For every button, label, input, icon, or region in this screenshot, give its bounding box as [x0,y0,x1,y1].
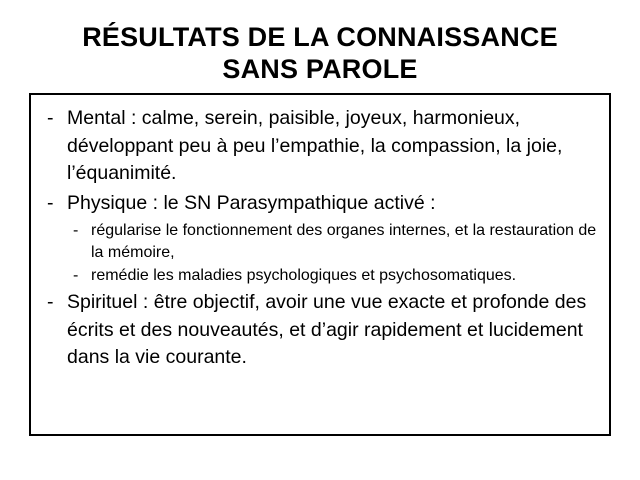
title-line-2: SANS PAROLE [222,53,418,84]
list-item [41,190,597,287]
list-item [41,289,597,372]
bullet-list [41,105,597,372]
sub-list-item-text: remédie les maladies psychologiques et psychosomatiques. [91,266,517,284]
list-item-text: Spirituel : être objectif, avoir une vue exacte et profonde des écrits et des nouveautés, et d’agir rapidement et lucidement dans la vie courante. [67,290,587,369]
bullet-dash-icon: - [47,192,54,215]
sub-list-item-text: régularise le fonctionnement des organes internes, et la restauration de la mémoire, [91,221,597,261]
page-title [0,0,640,86]
sub-bullet-list [67,220,597,287]
content-box [29,93,611,436]
title-line-1: RÉSULTATS DE LA CONNAISSANCE [82,22,558,52]
list-item [41,105,597,188]
list-item-text: Physique : le SN Parasympathique activé : [67,192,436,215]
list-item [67,265,597,287]
list-item [67,220,597,264]
bullet-dash-icon: - [73,266,79,284]
bullet-dash-icon: - [47,107,54,129]
bullet-dash-icon: - [73,221,79,239]
bullet-dash-icon: - [47,290,54,313]
list-item-text: Mental : calme, serein, paisible, joyeux, harmonieux, développant peu à peu l’empathie, la compassion, la joie, l’équanimité. [67,107,563,185]
